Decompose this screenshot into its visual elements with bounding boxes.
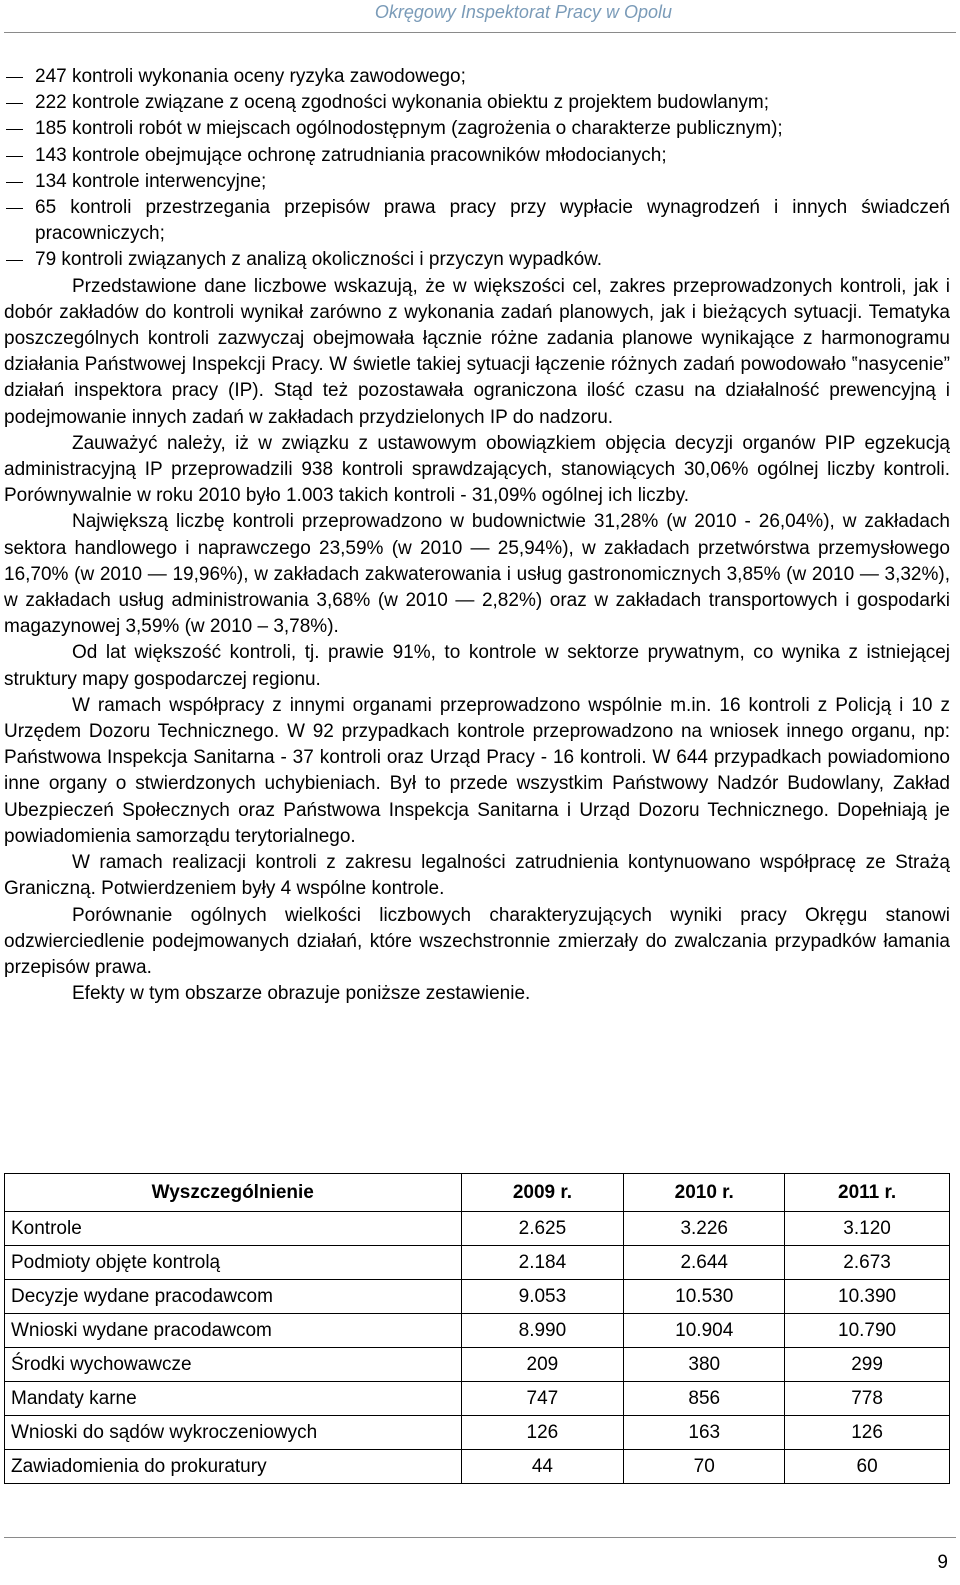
row-label: Podmioty objęte kontrolą <box>5 1246 462 1280</box>
table-row <box>5 1382 950 1416</box>
cell-2011: 10.390 <box>785 1280 950 1314</box>
header-title: Okręgowy Inspektorat Pracy w Opolu <box>374 2 672 22</box>
cell-2010: 3.226 <box>624 1212 785 1246</box>
document-body <box>4 64 950 1007</box>
row-label: Wnioski wydane pracodawcom <box>5 1314 462 1348</box>
list-item: 65 kontroli przestrzegania przepisów prawa pracy przy wypłacie wynagrodzeń i innych świadczeń pracowniczych; <box>4 195 950 247</box>
page-header <box>0 0 960 36</box>
cell-2009: 2.184 <box>461 1246 624 1280</box>
list-item: 79 kontroli związanych z analizą okoliczności i przyczyn wypadków. <box>4 247 950 273</box>
table-row <box>5 1212 950 1246</box>
list-item: 185 kontroli robót w miejscach ogólnodostępnym (zagrożenia o charakterze publicznym); <box>4 116 950 142</box>
row-label: Środki wychowawcze <box>5 1348 462 1382</box>
cell-2010: 856 <box>624 1382 785 1416</box>
list-item: 222 kontrole związane z oceną zgodności wykonania obiektu z projektem budowlanym; <box>4 90 950 116</box>
summary-table <box>4 1173 950 1484</box>
table-row <box>5 1246 950 1280</box>
cell-2011: 10.790 <box>785 1314 950 1348</box>
cell-2010: 163 <box>624 1416 785 1450</box>
table-row <box>5 1450 950 1484</box>
cell-2011: 2.673 <box>785 1246 950 1280</box>
cell-2010: 70 <box>624 1450 785 1484</box>
cell-2010: 10.904 <box>624 1314 785 1348</box>
cell-2011: 3.120 <box>785 1212 950 1246</box>
column-header: 2010 r. <box>624 1174 785 1212</box>
cell-2009: 8.990 <box>461 1314 624 1348</box>
cell-2011: 60 <box>785 1450 950 1484</box>
table-row <box>5 1314 950 1348</box>
paragraph: Przedstawione dane liczbowe wskazują, że w większości cel, zakres przeprowadzonych kontroli, jak i dobór zakładów do kontroli wynikał zarówno z wykonania zadań planowych, jak i bieżących sytuacji. Tematyka poszczególnych kontroli zazwyczaj obejmowała łącznie różne zadania planowe wynikające z harmonogramu działania Państwowej Inspekcji Pracy. W świetle takiej sytuacji łączenie różnych zadań powodowało ‟nasycenie” działań inspektora pracy (IP). Stąd też pozostawała ograniczona ilość czasu na działalność prewencyjną i podejmowanie innych zadań w zakładach przydzielonych IP do nadzoru. <box>4 275 950 428</box>
cell-2009: 126 <box>461 1416 624 1450</box>
row-label: Zawiadomienia do prokuratury <box>5 1450 462 1484</box>
table-row <box>5 1416 950 1450</box>
paragraph: Porównanie ogólnych wielkości liczbowych charakteryzujących wyniki pracy Okręgu stanowi odzwierciedlenie podejmowanych działań, które wszechstronnie zmierzały do zwalczania przypadków łamania przepisów prawa. <box>4 904 950 978</box>
cell-2009: 209 <box>461 1348 624 1382</box>
cell-2010: 10.530 <box>624 1280 785 1314</box>
paragraph: W ramach współpracy z innymi organami przeprowadzono wspólnie m.in. 16 kontroli z Policją i 10 z Urzędem Dozoru Technicznego. W 92 przypadkach kontrole przeprowadzono na wniosek innego organu, np: Państwowa Inspekcja Sanitarna - 37 kontroli oraz Urząd Pracy - 16 kontroli. W 644 przypadkach powiadomiono inne organy o stwierdzonych uchybieniach. Był to przede wszystkim Państwowy Nadzór Budowlany, Zakład Ubezpieczeń Społecznych oraz Państwowa Inspekcja Sanitarna i Urząd Dozoru Technicznego. Dopełniają je powiadomienia samorządu terytorialnego. <box>4 694 950 847</box>
column-header: Wyszczególnienie <box>5 1174 462 1212</box>
column-header: 2009 r. <box>461 1174 624 1212</box>
paragraph: W ramach realizacji kontroli z zakresu legalności zatrudnienia kontynuowano współpracę ze Strażą Graniczną. Potwierdzeniem były 4 wspólne kontrole. <box>4 852 950 900</box>
cell-2011: 126 <box>785 1416 950 1450</box>
cell-2011: 778 <box>785 1382 950 1416</box>
page-number: 9 <box>937 1552 948 1573</box>
cell-2009: 747 <box>461 1382 624 1416</box>
paragraph: Od lat większość kontroli, tj. prawie 91%, to kontrole w sektorze prywatnym, co wynika z istniejącej struktury mapy gospodarczej regionu. <box>4 642 950 690</box>
list-item: 134 kontrole interwencyjne; <box>4 169 950 195</box>
row-label: Decyzje wydane pracodawcom <box>5 1280 462 1314</box>
cell-2009: 44 <box>461 1450 624 1484</box>
paragraph: Największą liczbę kontroli przeprowadzono w budownictwie 31,28% (w 2010 - 26,04%), w zakładach sektora handlowego i naprawczego 23,59% (w 2010 — 25,94%), w zakładach przetwórstwa przemysłowego 16,70% (w 2010 — 19,96%), w zakładach zakwaterowania i usług gastronomicznych 3,85% (w 2010 — 3,32%), w zakładach usług administrowania 3,68% (w 2010 — 2,82%) oraz w zakładach transportowych i gospodarki magazynowej 3,59% (w 2010 – 3,78%). <box>4 511 950 638</box>
paragraph: Zauważyć należy, iż w związku z ustawowym obowiązkiem objęcia decyzji organów PIP egzekucją administracyjną IP przeprowadzili 938 kontroli sprawdzających, stanowiących 30,06% ogólnej liczby kontroli. Porównywalnie w roku 2010 było 1.003 takich kontroli - 31,09% ogólnej ich liczby. <box>4 432 950 507</box>
cell-2010: 380 <box>624 1348 785 1382</box>
list-item: 247 kontroli wykonania oceny ryzyka zawodowego; <box>4 64 950 90</box>
cell-2011: 299 <box>785 1348 950 1382</box>
cell-2010: 2.644 <box>624 1246 785 1280</box>
column-header: 2011 r. <box>785 1174 950 1212</box>
row-label: Mandaty karne <box>5 1382 462 1416</box>
row-label: Kontrole <box>5 1212 462 1246</box>
paragraph: Efekty w tym obszarze obrazuje poniższe zestawienie. <box>72 983 531 1005</box>
table-row <box>5 1348 950 1382</box>
footer-divider <box>4 1537 956 1538</box>
table-header-row <box>5 1174 950 1212</box>
table-row <box>5 1280 950 1314</box>
cell-2009: 9.053 <box>461 1280 624 1314</box>
cell-2009: 2.625 <box>461 1212 624 1246</box>
inspection-list <box>4 64 950 274</box>
header-divider <box>4 32 956 33</box>
list-item: 143 kontrole obejmujące ochronę zatrudniania pracowników młodocianych; <box>4 143 950 169</box>
row-label: Wnioski do sądów wykroczeniowych <box>5 1416 462 1450</box>
